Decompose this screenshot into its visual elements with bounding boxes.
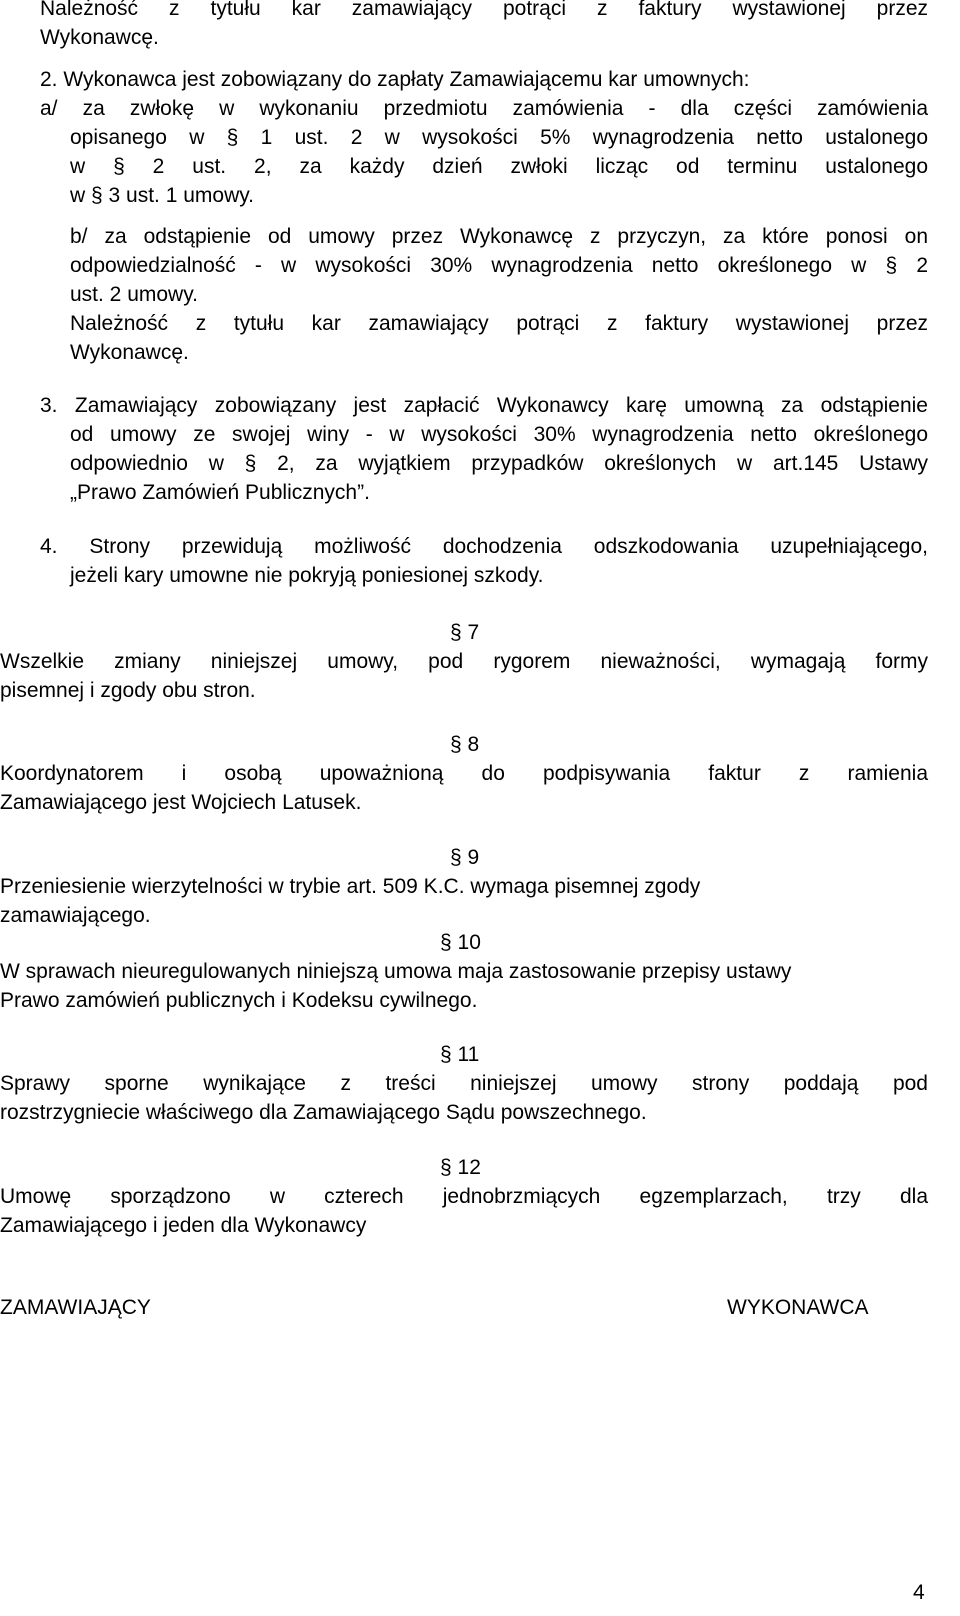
point-3-line-3: odpowiednio w § 2, za wyjątkiem przypadków określonych w art.145 Ustawy [70, 452, 928, 475]
point-2a-line-4: w § 3 ust. 1 umowy. [70, 184, 255, 207]
signature-zamawiajacy: ZAMAWIAJĄCY [0, 1296, 151, 1319]
section-8-paragraph [0, 759, 928, 817]
point-3-line-1: 3. Zamawiający zobowiązany jest zapłacić Wykonawcy karę umowną za odstąpienie [40, 394, 928, 417]
point-2b-line-1: b/ za odstąpienie od umowy przez Wykonawcę z przyczyn, za które ponosi on [70, 225, 928, 248]
section-7-line-2: pisemnej i zgody obu stron. [0, 679, 256, 702]
section-10-line-1: W sprawach nieuregulowanych niniejszą umowa maja zastosowanie przepisy ustawy [0, 960, 792, 983]
section-11-line-1: Sprawy sporne wynikające z treści niniejszej umowy strony poddają pod [0, 1072, 928, 1095]
point-3-line-4: „Prawo Zamówień Publicznych”. [70, 481, 370, 504]
section-7-heading: § 7 [450, 621, 480, 644]
signature-wykonawca: WYKONAWCA [727, 1296, 869, 1319]
point-2a-line-3: w § 2 ust. 2, za każdy dzień zwłoki licząc od terminu ustalonego [70, 155, 928, 178]
intro-line-1: Należność z tytułu kar zamawiający potrąci z faktury wystawionej przez [40, 0, 928, 20]
point-2b-paragraph [70, 222, 928, 367]
section-9-line-1: Przeniesienie wierzytelności w trybie art. 509 K.C. wymaga pisemnej zgody [0, 875, 701, 898]
section-7-paragraph [0, 647, 928, 705]
section-7-line-1: Wszelkie zmiany niniejszej umowy, pod rygorem nieważności, wymagają formy [0, 650, 928, 673]
point-2b-line-3: ust. 2 umowy. [70, 283, 198, 306]
point-4-paragraph [40, 532, 928, 561]
section-12-heading: § 12 [440, 1156, 481, 1179]
point-2b-line-2: odpowiedzialność - w wysokości 30% wynagrodzenia netto określonego w § 2 [70, 254, 928, 277]
point-2-note-line-2: Wykonawcę. [70, 341, 189, 364]
point-2a-line-2: opisanego w § 1 ust. 2 w wysokości 5% wynagrodzenia netto ustalonego [70, 126, 928, 149]
section-9-paragraph [0, 872, 928, 930]
intro-paragraph [40, 0, 928, 52]
section-8-line-2: Zamawiającego jest Wojciech Latusek. [0, 791, 362, 814]
point-2-lead-text: 2. Wykonawca jest zobowiązany do zapłaty Zamawiającemu kar umownych: [40, 68, 750, 91]
section-10-line-2: Prawo zamówień publicznych i Kodeksu cywilnego. [0, 989, 478, 1012]
section-10-heading: § 10 [440, 931, 481, 954]
point-2-lead [40, 65, 928, 94]
point-2-note-line-1: Należność z tytułu kar zamawiający potrąci z faktury wystawionej przez [70, 312, 928, 335]
point-4-line-1: 4. Strony przewidują możliwość dochodzenia odszkodowania uzupełniającego, [40, 535, 928, 558]
point-3-paragraph [40, 391, 928, 420]
section-10-paragraph [0, 957, 928, 1015]
section-11-heading: § 11 [440, 1043, 480, 1066]
section-12-line-1: Umowę sporządzono w czterech jednobrzmiących egzemplarzach, trzy dla [0, 1185, 928, 1208]
point-4-continuation [70, 561, 928, 590]
section-11-line-2: rozstrzygniecie właściwego dla Zamawiającego Sądu powszechnego. [0, 1101, 647, 1124]
point-3-continuation [70, 420, 928, 507]
point-2a-line-1: a/ za zwłokę w wykonaniu przedmiotu zamówienia - dla części zamówienia [40, 97, 928, 120]
section-9-heading: § 9 [450, 846, 480, 869]
point-2a-paragraph [40, 94, 928, 123]
section-9-line-2: zamawiającego. [0, 904, 151, 927]
section-12-paragraph [0, 1182, 928, 1240]
section-12-line-2: Zamawiającego i jeden dla Wykonawcy [0, 1214, 367, 1237]
section-8-line-1: Koordynatorem i osobą upoważnioną do podpisywania faktur z ramienia [0, 762, 928, 785]
point-3-line-2: od umowy ze swojej winy - w wysokości 30% wynagrodzenia netto określonego [70, 423, 928, 446]
point-4-line-2: jeżeli kary umowne nie pokryją poniesionej szkody. [70, 564, 544, 587]
intro-line-2: Wykonawcę. [40, 26, 159, 49]
section-8-heading: § 8 [450, 733, 480, 756]
page-number: 4 [913, 1581, 925, 1604]
section-11-paragraph [0, 1069, 928, 1127]
point-2a-continuation [70, 123, 928, 210]
